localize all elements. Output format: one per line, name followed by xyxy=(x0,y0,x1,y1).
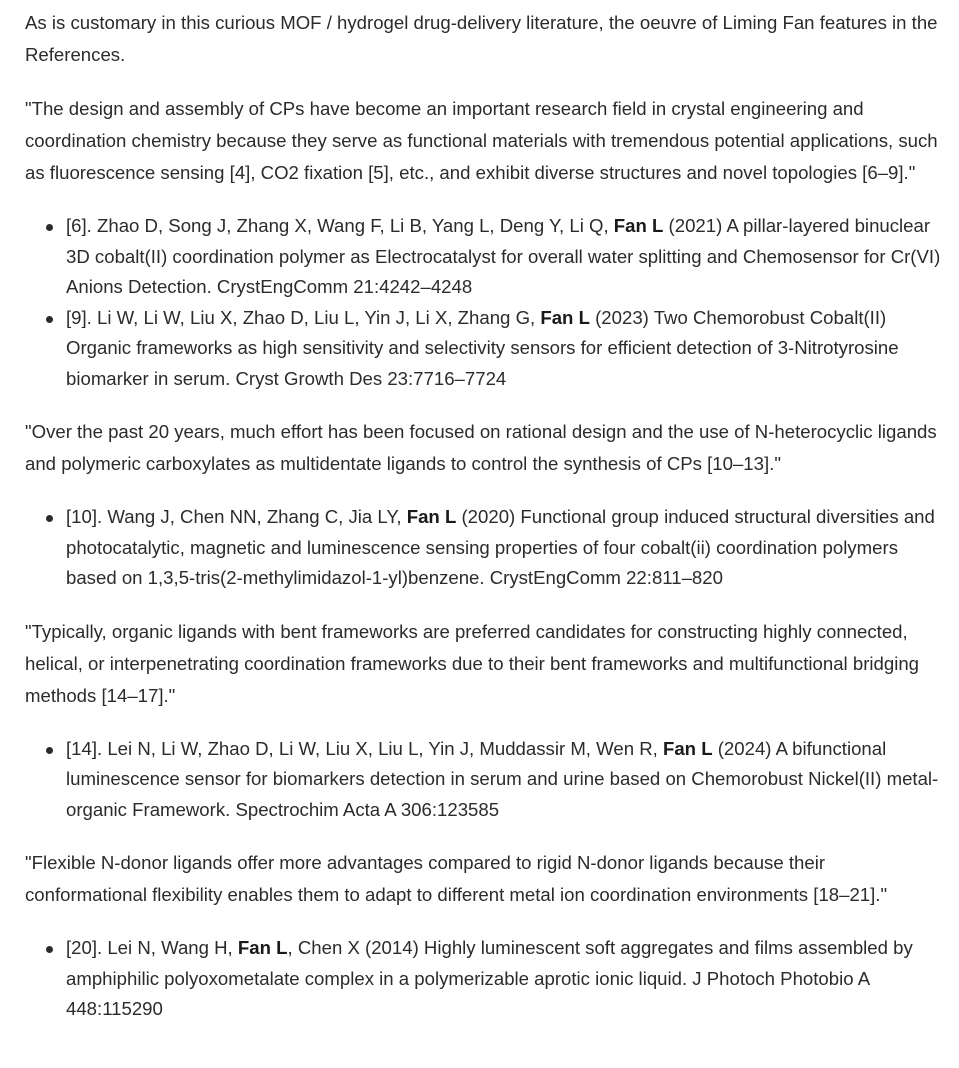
highlighted-author: Fan L xyxy=(237,937,288,958)
highlighted-author: Fan L xyxy=(540,306,590,328)
reference-text: (2020) Functional group induced structural diversities and photocatalytic, magnetic and luminescence sensing properties of four cobalt(ii) coordination polymers based on 1,3,5-tris(2-methylimidazol-1-yl)benzene. CrystEngComm 22:811–820 xyxy=(66,506,935,588)
reference-item xyxy=(66,933,949,1025)
highlighted-author: Fan L xyxy=(613,215,664,236)
reference-list xyxy=(25,502,949,594)
reference-text: (2023) Two Chemorobust Cobalt(II) Organic frameworks as high sensitivity and selectivity sensors for efficient detection of 3-Nitrotyrosine biomarker in serum. Cryst Growth Des 23:7716–7724 xyxy=(66,306,899,389)
reference-text: [9]. Li W, Li W, Liu X, Zhao D, Liu L, Yin J, Li X, Zhang G, xyxy=(66,306,541,328)
bullet-icon xyxy=(46,224,53,231)
highlighted-author: Fan L xyxy=(406,506,457,527)
bullet-icon xyxy=(46,946,53,953)
reference-list xyxy=(25,933,949,1025)
quote-paragraph: "Typically, organic ligands with bent frameworks are preferred candidates for constructing highly connected, helical, or interpenetrating coordination frameworks due to their bent frameworks and multifunctional bridging methods [14–17]." xyxy=(25,620,920,706)
highlighted-author: Fan L xyxy=(662,737,713,759)
bullet-icon xyxy=(46,515,53,522)
bullet-icon xyxy=(46,316,53,323)
reference-text: , Chen X (2014) Highly luminescent soft aggregates and films assembled by amphiphilic polyoxometalate complex in a polymerizable aprotic ionic liquid. J Photoch Photobio A 448:115290 xyxy=(66,937,913,1019)
reference-text: [14]. Lei N, Li W, Zhao D, Li W, Liu X, Liu L, Yin J, Muddassir M, Wen R, xyxy=(66,737,663,759)
intro-paragraph: As is customary in this curious MOF / hydrogel drug-delivery literature, the oeuvre of Liming Fan features in the References. xyxy=(25,12,938,65)
reference-text: (2021) A pillar-layered binuclear 3D cobalt(II) coordination polymer as Electrocatalyst for overall water splitting and Chemosensor for Cr(VI) Anions Detection. CrystEngComm 21:4242–4248 xyxy=(66,215,941,297)
reference-item xyxy=(66,502,949,594)
reference-text: [20]. Lei N, Wang H, xyxy=(66,937,238,958)
reference-item xyxy=(66,734,949,826)
quote-paragraph: "Over the past 20 years, much effort has been focused on rational design and the use of N-heterocyclic ligands and polymeric carboxylates as multidentate ligands to control the synthesis of CPs [10–13]." xyxy=(25,421,937,474)
reference-text: [6]. Zhao D, Song J, Zhang X, Wang F, Li B, Yang L, Deng Y, Li Q, xyxy=(66,215,614,236)
quote-paragraph: "The design and assembly of CPs have become an important research field in crystal engineering and coordination chemistry because they serve as functional materials with tremendous potential applications, such as fluorescence sensing [4], CO2 fixation [5], etc., and exhibit diverse structures and novel topologies [6–9]." xyxy=(25,98,938,183)
reference-list xyxy=(25,211,949,394)
quote-paragraph: "Flexible N-donor ligands offer more advantages compared to rigid N-donor ligands because their conformational flexibility enables them to adapt to different metal ion coordination environments [18–21]." xyxy=(25,852,888,905)
reference-text: (2024) A bifunctional luminescence sensor for biomarkers detection in serum and urine based on Chemorobust Nickel(II) metal-organic Framework. Spectrochim Acta A 306:123585 xyxy=(66,737,939,820)
reference-item xyxy=(66,211,949,303)
reference-item xyxy=(66,303,949,395)
reference-list xyxy=(25,734,949,826)
reference-text: [10]. Wang J, Chen NN, Zhang C, Jia LY, xyxy=(66,506,407,527)
bullet-icon xyxy=(46,747,53,754)
